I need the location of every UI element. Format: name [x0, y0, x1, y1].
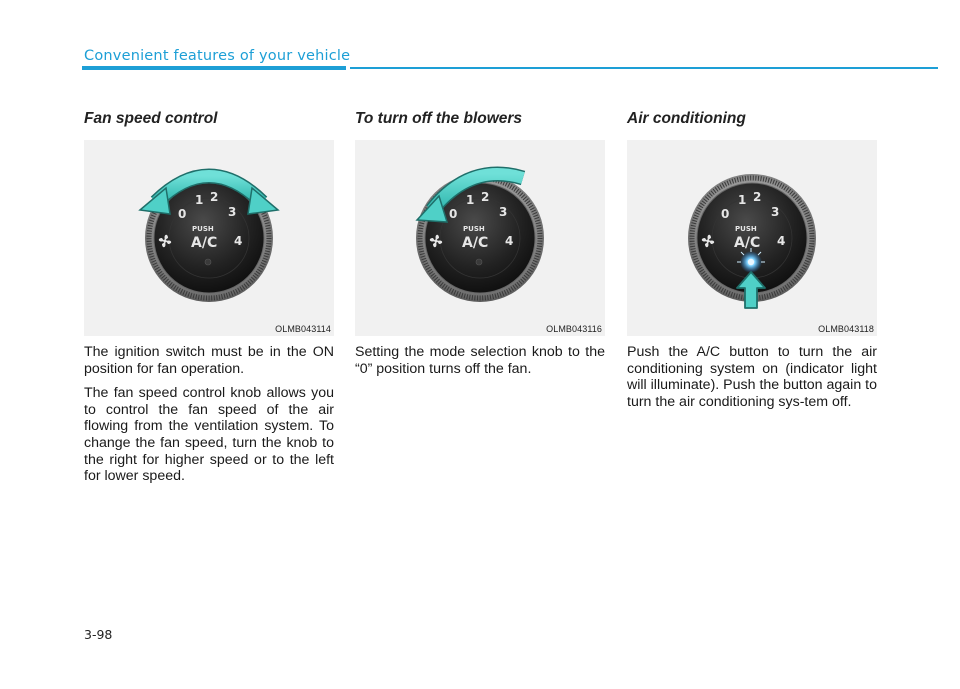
- section-body: [84, 344, 334, 485]
- page-header: [82, 46, 938, 74]
- section-title: To turn off the blowers: [355, 110, 523, 127]
- paragraph: Push the A/C button to turn the air conditioning system on (indicator light will illuminate). Push the button again to turn the air conditioning sys-tem off.: [627, 344, 877, 410]
- dial-number-4: 4: [505, 234, 514, 248]
- dial-number-0: 0: [449, 207, 458, 221]
- figure-code: OLMB043114: [275, 324, 331, 334]
- dial-number-1: 1: [466, 193, 475, 207]
- header-title: Convenient features of your vehicle: [84, 48, 351, 64]
- climate-knob-illustration: [627, 140, 877, 336]
- section-fan-speed-control: [84, 108, 334, 493]
- knob-ac-label: A/C: [191, 235, 218, 251]
- dial-number-2: 2: [210, 190, 219, 204]
- figure-fan-knob-rotate: [84, 140, 334, 336]
- knob-push-label: PUSH: [192, 225, 214, 233]
- dial-number-4: 4: [234, 234, 243, 248]
- knob-ac-label: A/C: [734, 235, 761, 251]
- header-rule: [350, 67, 938, 69]
- climate-knob-illustration: [355, 140, 605, 336]
- paragraph: The ignition switch must be in the ON position for fan operation.: [84, 344, 334, 377]
- figure-code: OLMB043118: [818, 324, 874, 334]
- header-bar-accent: [82, 66, 346, 70]
- dial-number-2: 2: [753, 190, 762, 204]
- ac-indicator-light: [205, 259, 211, 265]
- dial-number-2: 2: [481, 190, 490, 204]
- dial-number-1: 1: [738, 193, 747, 207]
- knob-push-label: PUSH: [735, 225, 757, 233]
- section-air-conditioning: [627, 108, 877, 418]
- ac-indicator-light: [476, 259, 482, 265]
- dial-number-3: 3: [771, 205, 780, 219]
- figure-code: OLMB043116: [546, 324, 602, 334]
- knob-push-label: PUSH: [463, 225, 485, 233]
- section-body: [355, 344, 605, 377]
- section-title: Fan speed control: [84, 110, 218, 127]
- dial-number-0: 0: [178, 207, 187, 221]
- dial-number-4: 4: [777, 234, 786, 248]
- section-turn-off-blowers: [355, 108, 605, 385]
- knob-ac-label: A/C: [462, 235, 489, 251]
- figure-fan-knob-off: [355, 140, 605, 336]
- dial-number-3: 3: [499, 205, 508, 219]
- climate-knob-illustration: [84, 140, 334, 336]
- ac-indicator-light: [748, 259, 754, 265]
- dial-number-0: 0: [721, 207, 730, 221]
- dial-number-1: 1: [195, 193, 204, 207]
- section-title: Air conditioning: [627, 110, 746, 127]
- dial-number-3: 3: [228, 205, 237, 219]
- figure-ac-button: [627, 140, 877, 336]
- paragraph: Setting the mode selection knob to the “0” position turns off the fan.: [355, 344, 605, 377]
- paragraph: The fan speed control knob allows you to control the fan speed of the air flowing from the ventilation system. To change the fan speed, turn the knob to the right for higher speed or to the left for lower speed.: [84, 385, 334, 485]
- section-body: [627, 344, 877, 410]
- page-number: 3-98: [84, 627, 113, 642]
